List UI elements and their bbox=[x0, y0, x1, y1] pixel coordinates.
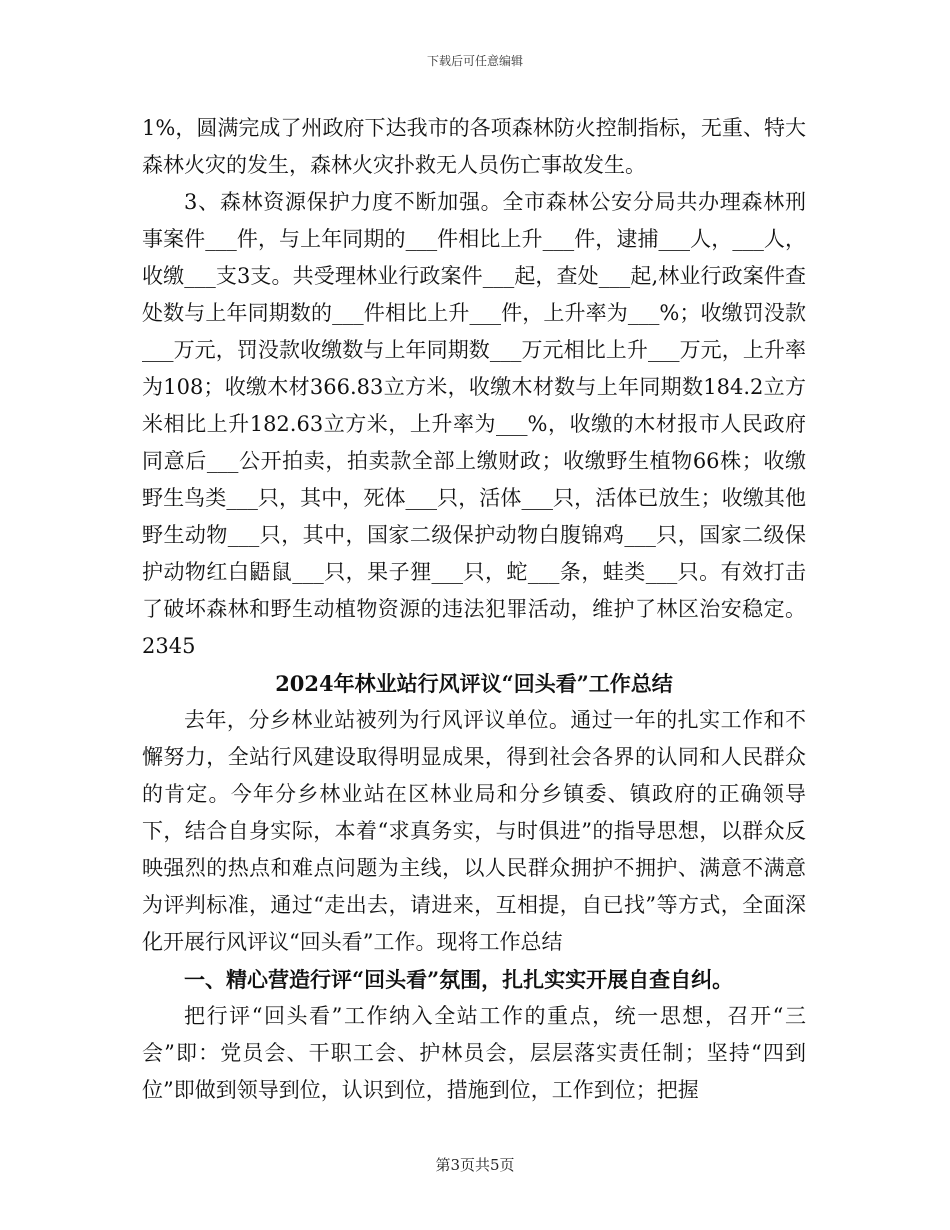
paragraph-self-inspection: 把行评“回头看”工作纳入全站工作的重点，统一思想，召开“三会”即：党员会、干职工会、护林员会，层层落实责任制；坚持“四到位”即做到领导到位，认识到位，措施到位，工作到位；把握 bbox=[142, 1004, 806, 1102]
section-heading-1: 一、精心营造行评“回头看”氛围，扎扎实实开展自查自纠。 bbox=[184, 967, 734, 992]
section-title: 2024年林业站行风评议“回头看”工作总结 bbox=[275, 671, 673, 696]
page-header-note: 下载后可任意编辑 bbox=[426, 54, 523, 68]
document-body bbox=[142, 110, 806, 1109]
paragraph-resource-protection: 3、森林资源保护力度不断加强。全市森林公安分局共办理森林刑事案件___件，与上年同期的___件相比上升___件，逮捕___人，___人，收缴___支3支。共受理林业行政案件___起，查处___起,林业行政案件查处数与上年同期数的___件相比上升___件，上升率为___%；收缴罚没款___万元，罚没款收缴数与上年同期数___万元相比上升___万元，上升率为108；收缴木材366.83立方米，收缴木材数与上年同期数184.2立方米相比上升182.63立方米，上升率为___%，收缴的木材报市人民政府同意后___公开拍卖，拍卖款全部上缴财政；收缴野生植物66株；收缴野生鸟类___只，其中，死体___只，活体___只，活体已放生；收缴其他野生动物___只，其中，国家二级保护动物白腹锦鸡___只，国家二级保护动物红白鼯鼠___只，果子狸___只，蛇___条，蛙类___只。有效打击了破坏森林和野生动植物资源的违法犯罪活动，维护了林区治安稳定。2345 bbox=[142, 190, 806, 658]
paragraph-introduction: 去年，分乡林业站被列为行风评议单位。通过一年的扎实工作和不懈努力，全站行风建设取得明显成果，得到社会各界的认同和人民群众的肯定。今年分乡林业站在区林业局和分乡镇委、镇政府的正确领导下，结合自身实际，本着“求真务实，与时俱进”的指导思想，以群众反映强烈的热点和难点问题为主线，以人民群众拥护不拥护、满意不满意为评判标准，通过“走出去，请进来，互相提，自已找”等方式，全面深化开展行风评议“回头看”工作。现将工作总结 bbox=[142, 708, 806, 954]
paragraph-fire-prevention: 1%，圆满完成了州政府下达我市的各项森林防火控制指标，无重、特大森林火灾的发生，森林火灾扑救无人员伤亡事故发生。 bbox=[142, 116, 806, 177]
page-number: 第3页共5页 bbox=[435, 1156, 515, 1174]
